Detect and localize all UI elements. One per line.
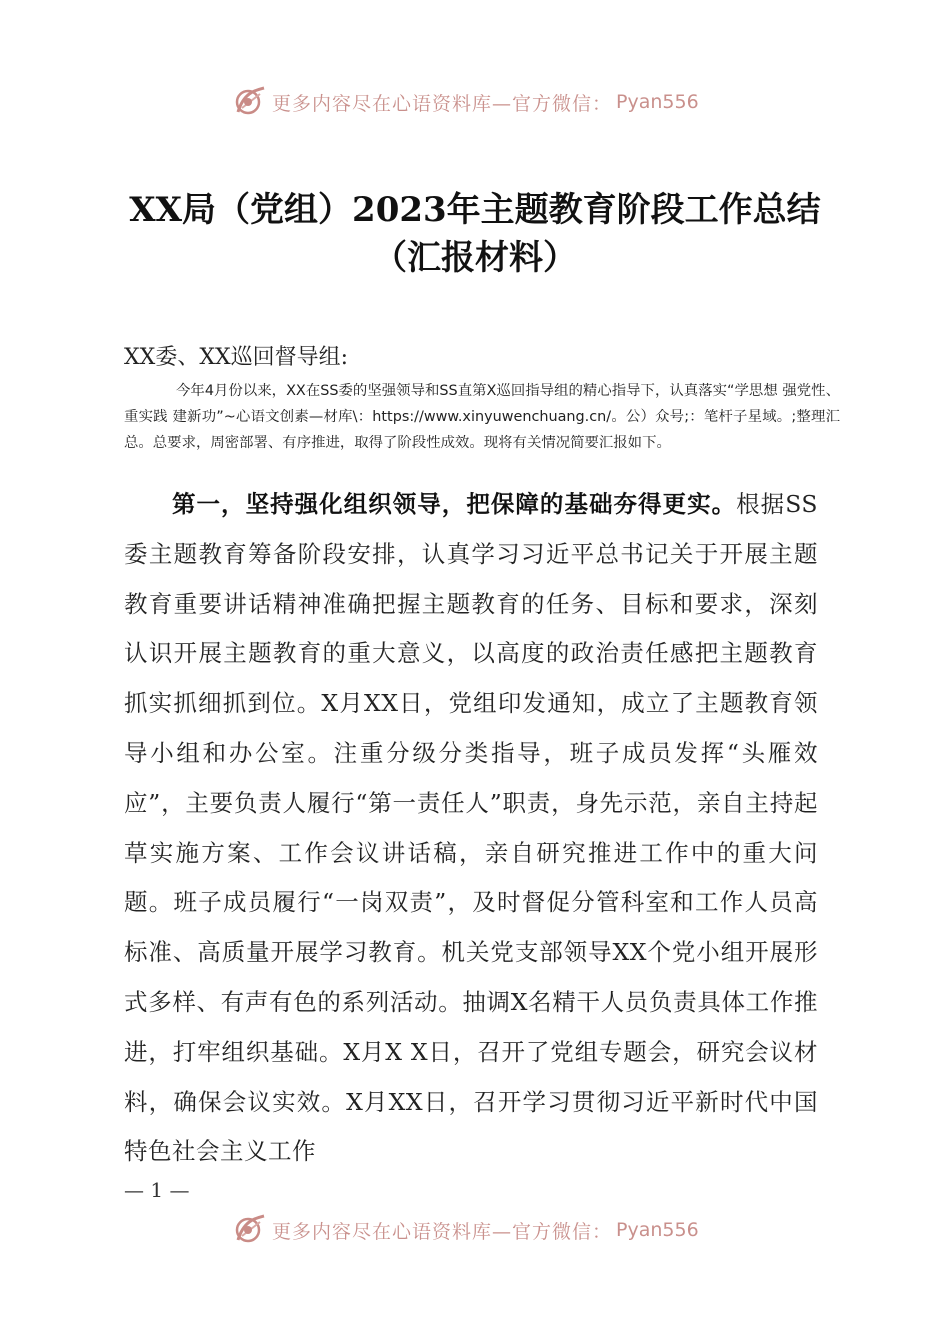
watermark-logo-icon (230, 82, 270, 122)
intro-paragraph: 今年4月份以来，XX在SS委的坚强领导和SS直第X巡回指导组的精心指导下，认真落实“学思想 强党性、重实践 建新功”~心语文创素—材库\：https://www.xinyuwenchuang.cn/。公）众号;：笔杆子星域。;整理汇总。总要求，周密部署、有序推进，取得了阶段性成效。现将有关情况简要汇报如下。 (124, 383, 840, 451)
watermark-footer (0, 1210, 950, 1250)
section-1-paragraph (124, 480, 818, 1177)
document-subtitle: （汇报材料） (373, 238, 577, 278)
salutation: XX委、XX巡回督导组: (124, 345, 349, 370)
page-number: — 1 — (124, 1178, 190, 1202)
watermark-text: 更多内容尽在心语资料库—官方微信： (272, 1220, 613, 1243)
document-title: XX局（党组）2023年主题教育阶段工作总结 (129, 190, 821, 230)
watermark-header (0, 82, 950, 122)
watermark-logo-icon (230, 1210, 270, 1250)
watermark-text: 更多内容尽在心语资料库—官方微信： (272, 92, 613, 115)
watermark-wechat-id: Pyan556 (616, 91, 699, 113)
watermark-wechat-id: Pyan556 (616, 1219, 699, 1241)
section-1-body: 根据SS委主题教育筹备阶段安排，认真学习习近平总书记关于开展主题教育重要讲话精神准确把握主题教育的任务、目标和要求，深刻认识开展主题教育的重大意义，以高度的政治责任感把主题教育抓实抓细抓到位。X月XX日，党组印发通知，成立了主题教育领导小组和办公室。注重分级分类指导，班子成员发挥“头雁效应”，主要负责人履行“第一责任人”职责，身先示范，亲自主持起草实施方案、工作会议讲话稿，亲自研究推进工作中的重大问题。班子成员履行“一岗双责”，及时督促分管科室和工作人员高标准、高质量开展学习教育。机关党支部领导XX个党小组开展形式多样、有声有色的系列活动。抽调X名精干人员负责具体工作推进，打牢组织基础。X月X X日，召开了党组专题会，研究会议材料，确保会议实效。X月XX日，召开学习贯彻习近平新时代中国特色社会主义工作 (124, 490, 818, 1166)
section-1-heading: 第一，坚持强化组织领导，把保障的基础夯得更实。 (172, 490, 737, 518)
